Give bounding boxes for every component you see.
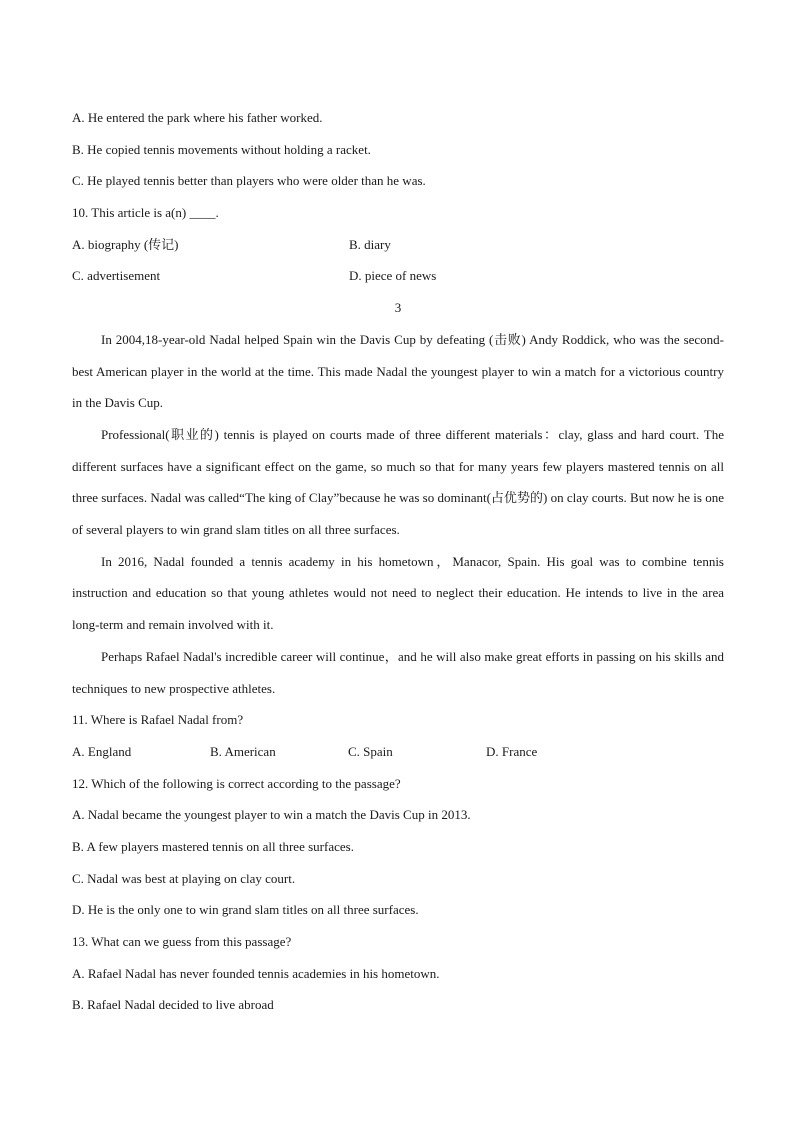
q10-option-d: D. piece of news [349,268,437,284]
section-number: 3 [394,300,402,316]
passage-paragraph-3: In 2016, Nadal founded a tennis academy in his hometown，Manacor, Spain. His goal was to combine tennis instruction and education so that young athletes would not need to neglect their education. He intends to live in the area long-term and remain involved with it. [72,553,724,633]
q13-question: 13. What can we guess from this passage? [72,934,292,950]
q9-option-a: A. He entered the park where his father worked. [72,110,323,125]
q10-question: 10. This article is a(n) ____. [72,205,219,221]
q12-option-b: B. A few players mastered tennis on all three surfaces. [72,839,354,854]
q10-option-a: A. biography (传记) [72,236,179,252]
q11-option-a: A. England [72,743,132,759]
q11-options-row [72,736,724,768]
q12-option-a: A. Nadal became the youngest player to win a match the Davis Cup in 2013. [72,807,471,823]
q13-option-b: B. Rafael Nadal decided to live abroad [72,997,274,1013]
q10-option-c: C. advertisement [72,268,161,284]
q11-option-d: D. France [486,743,538,759]
q12-question: 12. Which of the following is correct according to the passage? [72,775,401,791]
q10-options-row-2 [72,260,724,292]
q11-option-c: C. Spain [348,743,393,759]
q11-question: 11. Where is Rafael Nadal from? [72,712,244,728]
q9-option-c: C. He played tennis better than players who were older than he was. [72,173,426,189]
q13-option-a: A. Rafael Nadal has never founded tennis academies in his hometown. [72,965,440,981]
q12-option-d: D. He is the only one to win grand slam titles on all three surfaces. [72,902,419,918]
q9-option-b: B. He copied tennis movements without holding a racket. [72,141,371,157]
passage-paragraph-1: In 2004,18-year-old Nadal helped Spain win the Davis Cup by defeating (击败) Andy Roddick, who was the second-best American player in the world at the time. This made Nadal the youngest player to win a match for a victorious country in the Davis Cup. [72,331,724,411]
passage-paragraph-2: Professional(职业的) tennis is played on courts made of three different materials：clay, glass and hard court. The different surfaces have a significant effect on the game, so much so that for many years few players mastered tennis on all three surfaces. Nadal was called“The king of Clay”because he was so dominant(占优势的) on clay courts. But now he is one of several players to win grand slam titles on all three surfaces. [72,426,724,538]
document-page [72,102,724,1021]
q11-option-b: B. American [210,743,276,759]
q12-option-c: C. Nadal was best at playing on clay court. [72,870,296,886]
q10-options-row-1 [72,229,724,261]
q10-option-b: B. diary [349,236,391,252]
passage-paragraph-4: Perhaps Rafael Nadal's incredible career will continue，and he will also make great efforts in passing on his skills and techniques to new prospective athletes. [72,648,724,696]
